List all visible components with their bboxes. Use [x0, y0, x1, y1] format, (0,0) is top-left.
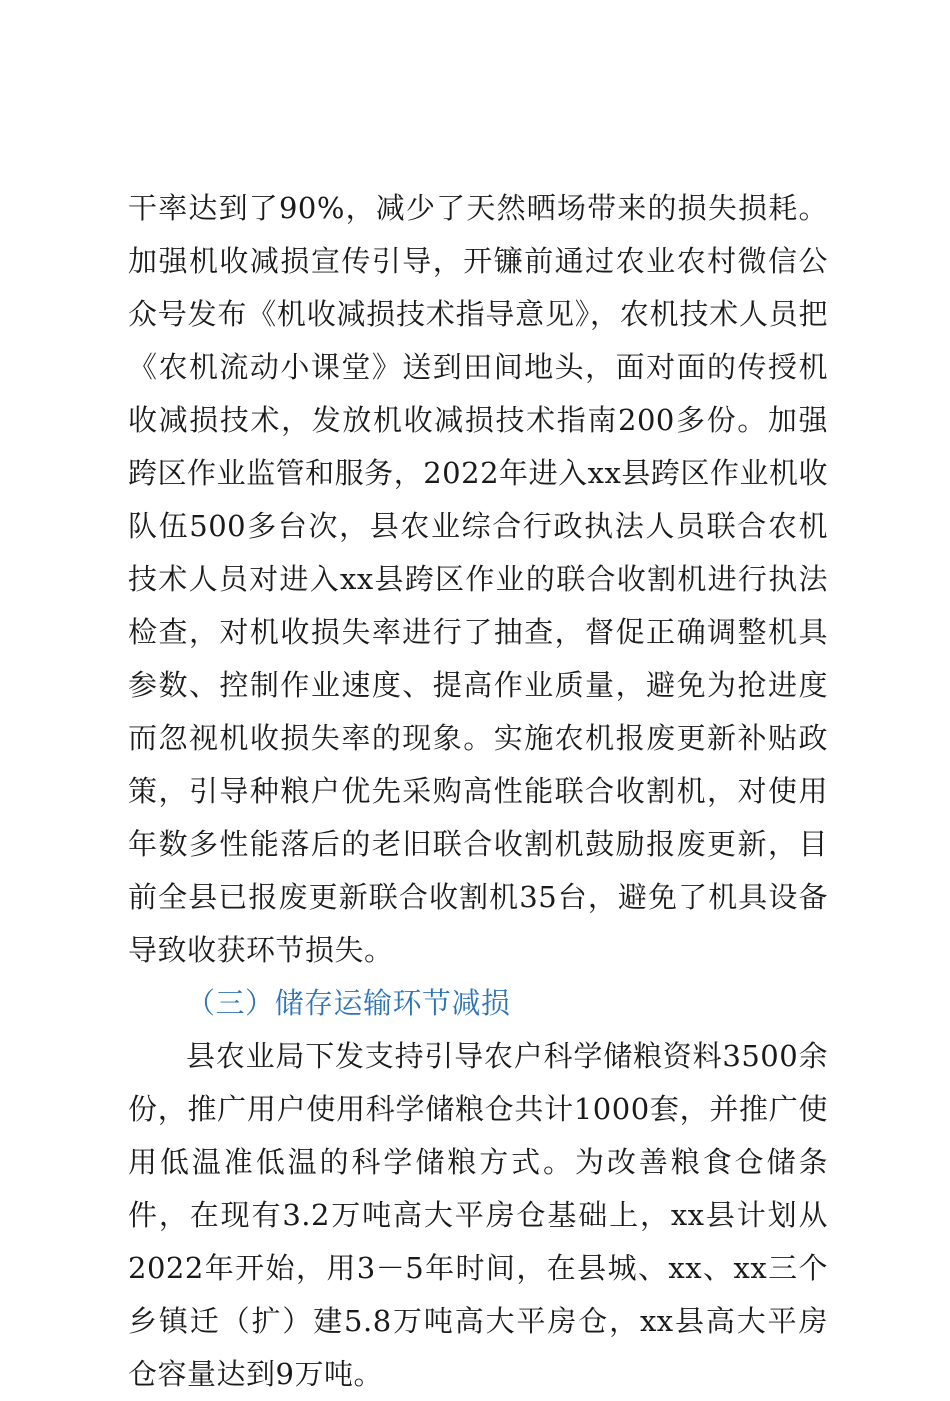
document-body: [128, 182, 828, 1401]
body-paragraph-continued: 干率达到了90%，减少了天然晒场带来的损失损耗。加强机收减损宣传引导，开镰前通过农业农村微信公众号发布《机收减损技术指导意见》，农机技术人员把《农机流动小课堂》送到田间地头，面对面的传授机收减损技术，发放机收减损技术指南200多份。加强跨区作业监管和服务，2022年进入xx县跨区作业机收队伍500多台次，县农业综合行政执法人员联合农机技术人员对进入xx县跨区作业的联合收割机进行执法检查，对机收损失率进行了抽查，督促正确调整机具参数、控制作业速度、提高作业质量，避免为抢进度而忽视机收损失率的现象。实施农机报废更新补贴政策，引导种粮户优先采购高性能联合收割机，对使用年数多性能落后的老旧联合收割机鼓励报废更新，目前全县已报废更新联合收割机35台，避免了机具设备导致收获环节损失。: [128, 191, 828, 967]
body-paragraph: 县农业局下发支持引导农户科学储粮资料3500余份，推广用户使用科学储粮仓共计1000套，并推广使用低温准低温的科学储粮方式。为改善粮食仓储条件，在现有3.2万吨高大平房仓基础上，xx县计划从2022年开始，用3－5年时间，在县城、xx、xx三个乡镇迁（扩）建5.8万吨高大平房仓，xx县高大平房仓容量达到9万吨。: [128, 1039, 828, 1391]
section-heading: （三）储存运输环节减损: [186, 986, 511, 1020]
